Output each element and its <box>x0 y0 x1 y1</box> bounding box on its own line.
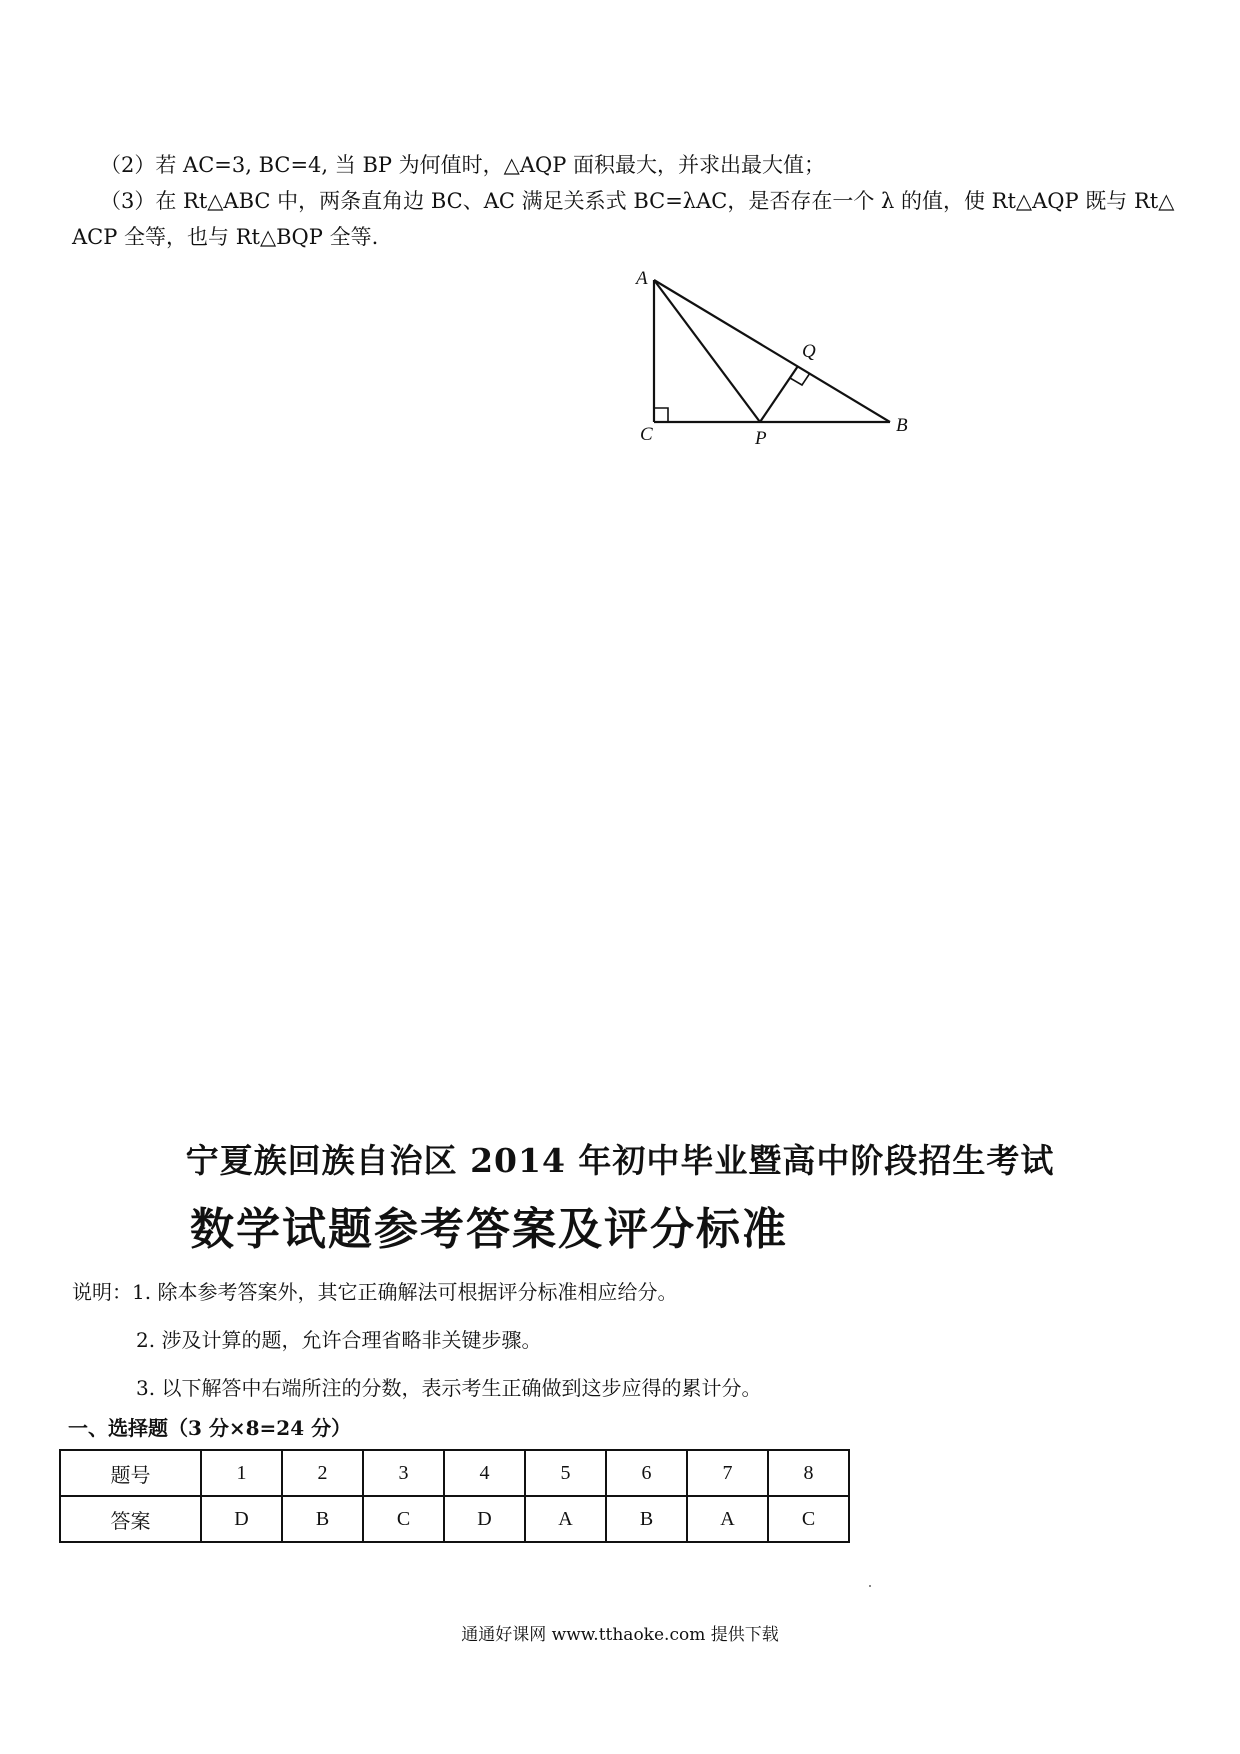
segment-ap <box>654 280 760 422</box>
answer-table <box>59 1449 850 1543</box>
label-p: P <box>755 428 767 449</box>
table-cell-number: 6 <box>606 1450 687 1496</box>
table-cell-number: 3 <box>363 1450 444 1496</box>
question-part-3-line-2: ACP 全等，也与 Rt△BQP 全等. <box>72 225 379 249</box>
table-cell-answer: D <box>201 1496 282 1542</box>
section-heading-multiple-choice: 一、选择题（3 分×8=24 分） <box>68 1416 352 1440</box>
side-ab <box>654 280 890 422</box>
label-q: Q <box>802 341 816 362</box>
question-part-3-line-1: （3）在 Rt△ABC 中，两条直角边 BC、AC 满足关系式 BC=λAC，是否存在一个 λ 的值，使 Rt△AQP 既与 Rt△ <box>100 189 1175 213</box>
scan-speck <box>869 1585 871 1587</box>
table-row-numbers <box>60 1450 849 1496</box>
table-cell-answer: A <box>687 1496 768 1542</box>
table-cell-answer: B <box>282 1496 363 1542</box>
table-cell-number: 1 <box>201 1450 282 1496</box>
segment-pq <box>760 366 798 422</box>
triangle-figure <box>620 262 940 466</box>
note-1: 说明：1. 除本参考答案外，其它正确解法可根据评分标准相应给分。 <box>72 1280 678 1304</box>
table-cell-answer: D <box>444 1496 525 1542</box>
label-b: B <box>896 415 908 436</box>
table-cell-answer: A <box>525 1496 606 1542</box>
triangle-diagram <box>620 262 940 462</box>
label-a: A <box>636 268 648 289</box>
label-c: C <box>640 424 653 445</box>
row-header-number: 题号 <box>60 1450 201 1496</box>
table-cell-number: 5 <box>525 1450 606 1496</box>
table-cell-answer: B <box>606 1496 687 1542</box>
table-cell-number: 4 <box>444 1450 525 1496</box>
footer-text: 通通好课网 www.tthaoke.com 提供下载 <box>461 1625 779 1645</box>
table-cell-answer: C <box>363 1496 444 1542</box>
right-angle-mark-c <box>654 408 668 422</box>
table-row-answers <box>60 1496 849 1542</box>
note-3: 3. 以下解答中右端所注的分数，表示考生正确做到这步应得的累计分。 <box>136 1376 762 1400</box>
answer-key-title: 宁夏族回族自治区 2014 年初中毕业暨高中阶段招生考试 <box>185 1141 1055 1180</box>
table-cell-number: 8 <box>768 1450 849 1496</box>
note-2: 2. 涉及计算的题，允许合理省略非关键步骤。 <box>136 1328 542 1352</box>
table-cell-answer: C <box>768 1496 849 1542</box>
table-cell-number: 7 <box>687 1450 768 1496</box>
answer-key-subtitle: 数学试题参考答案及评分标准 <box>190 1204 788 1255</box>
row-header-answer: 答案 <box>60 1496 201 1542</box>
table-cell-number: 2 <box>282 1450 363 1496</box>
question-part-2: （2）若 AC=3, BC=4, 当 BP 为何值时，△AQP 面积最大，并求出最大值； <box>100 153 826 177</box>
